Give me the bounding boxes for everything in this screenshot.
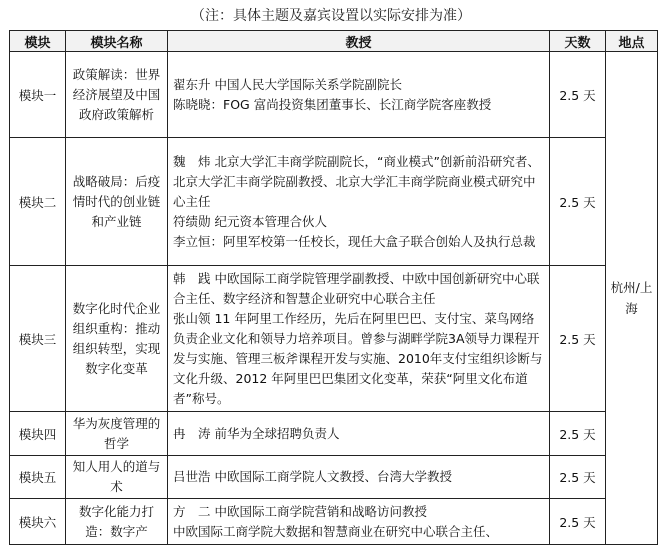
module-name-cell: 知人用人的道与术 — [66, 456, 168, 499]
course-table-wrap — [9, 30, 658, 545]
professor-line: 符绩勋 纪元资本管理合伙人 — [173, 213, 327, 229]
table-note: （注：具体主题及嘉宾设置以实际安排为准） — [191, 8, 471, 24]
module-name-cell: 数字化能力打造：数字产 — [66, 499, 168, 545]
module-cell: 模块三 — [10, 266, 66, 412]
module-cell: 模块六 — [10, 499, 66, 545]
days-cell: 2.5 天 — [550, 412, 606, 456]
module-cell: 模块一 — [10, 52, 66, 138]
professor-cell — [168, 499, 550, 545]
professor-line: 中欧国际工商学院大数据和智慧商业在研究中心联合主任、 — [173, 523, 499, 539]
professor-line: 吕世浩 中欧国际工商学院人文教授、台湾大学教授 — [173, 469, 452, 484]
professor-cell — [168, 138, 550, 266]
professor-line: 李立恒：阿里军校第一任校长，现任大盒子联合创始人及执行总裁 — [173, 233, 536, 249]
days-cell: 2.5 天 — [550, 456, 606, 499]
module-cell: 模块四 — [10, 412, 66, 456]
professor-cell — [168, 456, 550, 499]
header-row — [10, 31, 658, 52]
header-location: 地点 — [606, 31, 658, 52]
table-row — [10, 456, 658, 499]
professor-line: 韩 践 中欧国际工商学院管理学副教授、中欧中国创新研究中心联合主任、数字经济和智慧企业研究中心联合主任 — [173, 270, 540, 306]
header-name: 模块名称 — [66, 31, 168, 52]
header-professor: 教授 — [168, 31, 550, 52]
table-row — [10, 138, 658, 266]
professor-line: 魏 炜 北京大学汇丰商学院副院长，“商业模式”创新前沿研究者、北京大学汇丰商学院副教授、北京大学汇丰商学院商业模式研究中心主任 — [173, 153, 540, 209]
professor-line: 张山领 11 年阿里工作经历，先后在阿里巴巴、支付宝、菜鸟网络负责企业文化和领导力培养项目。曾参与湖畔学院3A领导力课程开发与实施、管理三板斧课程开发与实施、2010年支付宝组织诊断与文化升级、2012 年阿里巴巴集团文化变革，荣获“阿里文化布道者”称号。 — [173, 310, 543, 406]
header-days: 天数 — [550, 31, 606, 52]
module-name-cell: 政策解读：世界经济展望及中国政府政策解析 — [66, 52, 168, 138]
professor-cell — [168, 412, 550, 456]
days-cell: 2.5 天 — [550, 138, 606, 266]
professor-line: 冉 涛 前华为全球招聘负责人 — [173, 425, 340, 441]
module-cell: 模块五 — [10, 456, 66, 499]
table-row — [10, 266, 658, 412]
module-name-cell: 华为灰度管理的哲学 — [66, 412, 168, 456]
table-row — [10, 52, 658, 138]
table-row — [10, 499, 658, 545]
professor-line: 翟东升 中国人民大学国际关系学院副院长 — [173, 76, 402, 92]
module-name-cell: 战略破局：后疫情时代的创业链和产业链 — [66, 138, 168, 266]
professor-line: 方 二 中欧国际工商学院营销和战略访问教授 — [173, 503, 427, 519]
professor-cell — [168, 266, 550, 412]
days-cell: 2.5 天 — [550, 499, 606, 545]
days-cell: 2.5 天 — [550, 266, 606, 412]
header-module: 模块 — [10, 31, 66, 52]
module-name-cell: 数字化时代企业组织重构：推动组织转型，实现数字化变革 — [66, 266, 168, 412]
location-cell: 杭州/上海 — [606, 52, 658, 545]
table-row — [10, 412, 658, 456]
course-table — [9, 30, 658, 545]
days-cell: 2.5 天 — [550, 52, 606, 138]
module-cell: 模块二 — [10, 138, 66, 266]
professor-cell — [168, 52, 550, 138]
professor-line: 陈晓晓：FOG 富尚投资集团董事长、长江商学院客座教授 — [173, 96, 492, 112]
